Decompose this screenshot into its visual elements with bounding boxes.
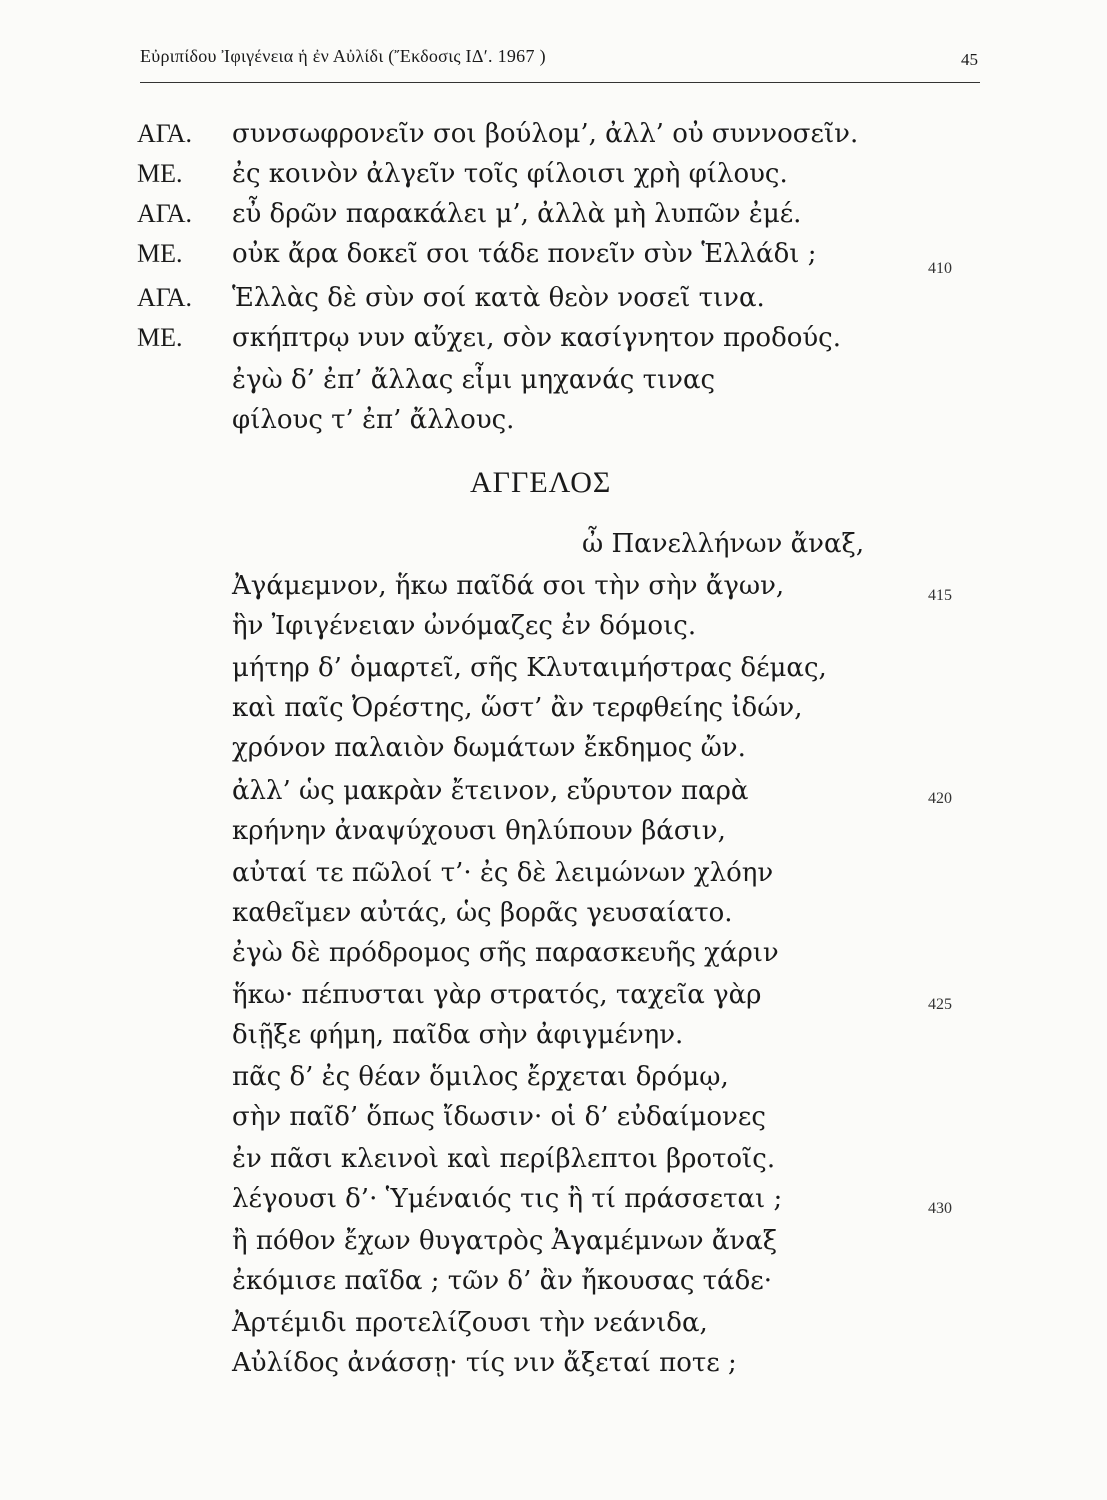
speaker-label: ΑΓΑ. (137, 283, 193, 312)
verse-line: ἣν Ἰφιγένειαν ὠνόμαζες ἐν δόμοις. (232, 611, 697, 641)
verse-line: Ἑλλὰς δὲ σὺν σοί κατὰ θεὸν νοσεῖ τινα. (232, 283, 765, 313)
page-number: 45 (961, 50, 978, 69)
verse-line: ἐγὼ δὲ πρόδρομος σῆς παρασκευῆς χάριν (232, 938, 779, 968)
line-number: 425 (928, 996, 952, 1013)
speaker-label: ΑΓΑ. (137, 119, 193, 148)
verse-line: λέγουσι δ’· Ὑμέναιός τις ἢ τί πράσσεται ; (232, 1184, 783, 1214)
speaker-label: ΑΓΑ. (137, 199, 193, 228)
verse-line: Αὐλίδος ἀνάσσῃ· τίς νιν ἄξεταί ποτε ; (232, 1348, 737, 1378)
line-number: 410 (928, 260, 952, 277)
verse-line: ἢ πόθον ἔχων θυγατρὸς Ἀγαμέμνων ἄναξ (232, 1226, 778, 1256)
verse-line: ὦ Πανελλήνων ἄναξ, (582, 529, 865, 559)
verse-line: ἥκω· πέπυσται γὰρ στρατός, ταχεῖα γὰρ (232, 980, 762, 1010)
line-number: 415 (928, 587, 952, 604)
running-head-title: Εὐριπίδου Ἰφιγένεια ἡ ἐν Αὐλίδι (Ἔκδοσις ΙΔʹ. 1967 ) (140, 46, 546, 66)
verse-line: συνσωφρονεῖν σοι βούλομ’, ἀλλ’ οὐ συννοσεῖν. (232, 119, 859, 149)
verse-line: ἀλλ’ ὡς μακρὰν ἔτεινον, εὔρυτον παρὰ (232, 776, 749, 806)
verse-line: Ἀρτέμιδι προτελίζουσι τὴν νεάνιδα, (232, 1308, 708, 1338)
verse-line: αὐταί τε πῶλοί τ’· ἐς δὲ λειμώνων χλόην (232, 858, 774, 888)
verse-line: Ἀγάμεμνον, ἥκω παῖδά σοι τὴν σὴν ἄγων, (232, 571, 785, 601)
line-number: 420 (928, 790, 952, 807)
verse-line: μήτηρ δ’ ὁμαρτεῖ, σῆς Κλυταιμήστρας δέμας, (232, 653, 827, 683)
verse-line: σκήπτρῳ νυν αὔχει, σὸν κασίγνητον προδούς. (232, 323, 842, 353)
verse-line: χρόνον παλαιὸν δωμάτων ἔκδημος ὤν. (232, 733, 746, 763)
line-number: 430 (928, 1200, 952, 1217)
speaker-label: ΜΕ. (137, 239, 183, 268)
verse-line: ἐκόμισε παῖδα ; τῶν δ’ ἂν ἤκουσας τάδε· (232, 1266, 772, 1296)
verse-line: εὖ δρῶν παρακάλει μ’, ἀλλὰ μὴ λυπῶν ἐμέ. (232, 199, 802, 229)
running-head (140, 42, 980, 83)
verse-line: φίλους τ’ ἐπ’ ἄλλους. (232, 405, 515, 435)
verse-line: καὶ παῖς Ὀρέστης, ὥστ’ ἂν τερφθείης ἰδών, (232, 693, 803, 723)
character-heading: ΑΓΓΕΛΟΣ (470, 466, 612, 499)
verse-line: κρήνην ἀναψύχουσι θηλύπουν βάσιν, (232, 816, 726, 846)
verse-line: ἐγὼ δ’ ἐπ’ ἄλλας εἶμι μηχανάς τινας (232, 365, 716, 395)
speaker-label: ΜΕ. (137, 323, 183, 352)
speaker-label: ΜΕ. (137, 159, 183, 188)
verse-line: σὴν παῖδ’ ὅπως ἴδωσιν· οἱ δ’ εὐδαίμονες (232, 1102, 766, 1132)
verse-line: πᾶς δ’ ἐς θέαν ὅμιλος ἔρχεται δρόμῳ, (232, 1062, 729, 1092)
verse-line: καθεῖμεν αὐτάς, ὡς βορᾶς γευσαίατο. (232, 898, 733, 928)
verse-line: διῇξε φήμη, παῖδα σὴν ἀφιγμένην. (232, 1020, 684, 1050)
verse-line: ἐς κοινὸν ἀλγεῖν τοῖς φίλοισι χρὴ φίλους. (232, 159, 788, 189)
verse-line: οὐκ ἄρα δοκεῖ σοι τάδε πονεῖν σὺν Ἑλλάδι ; (232, 239, 817, 269)
verse-line: ἐν πᾶσι κλεινοὶ καὶ περίβλεπτοι βροτοῖς. (232, 1144, 776, 1174)
